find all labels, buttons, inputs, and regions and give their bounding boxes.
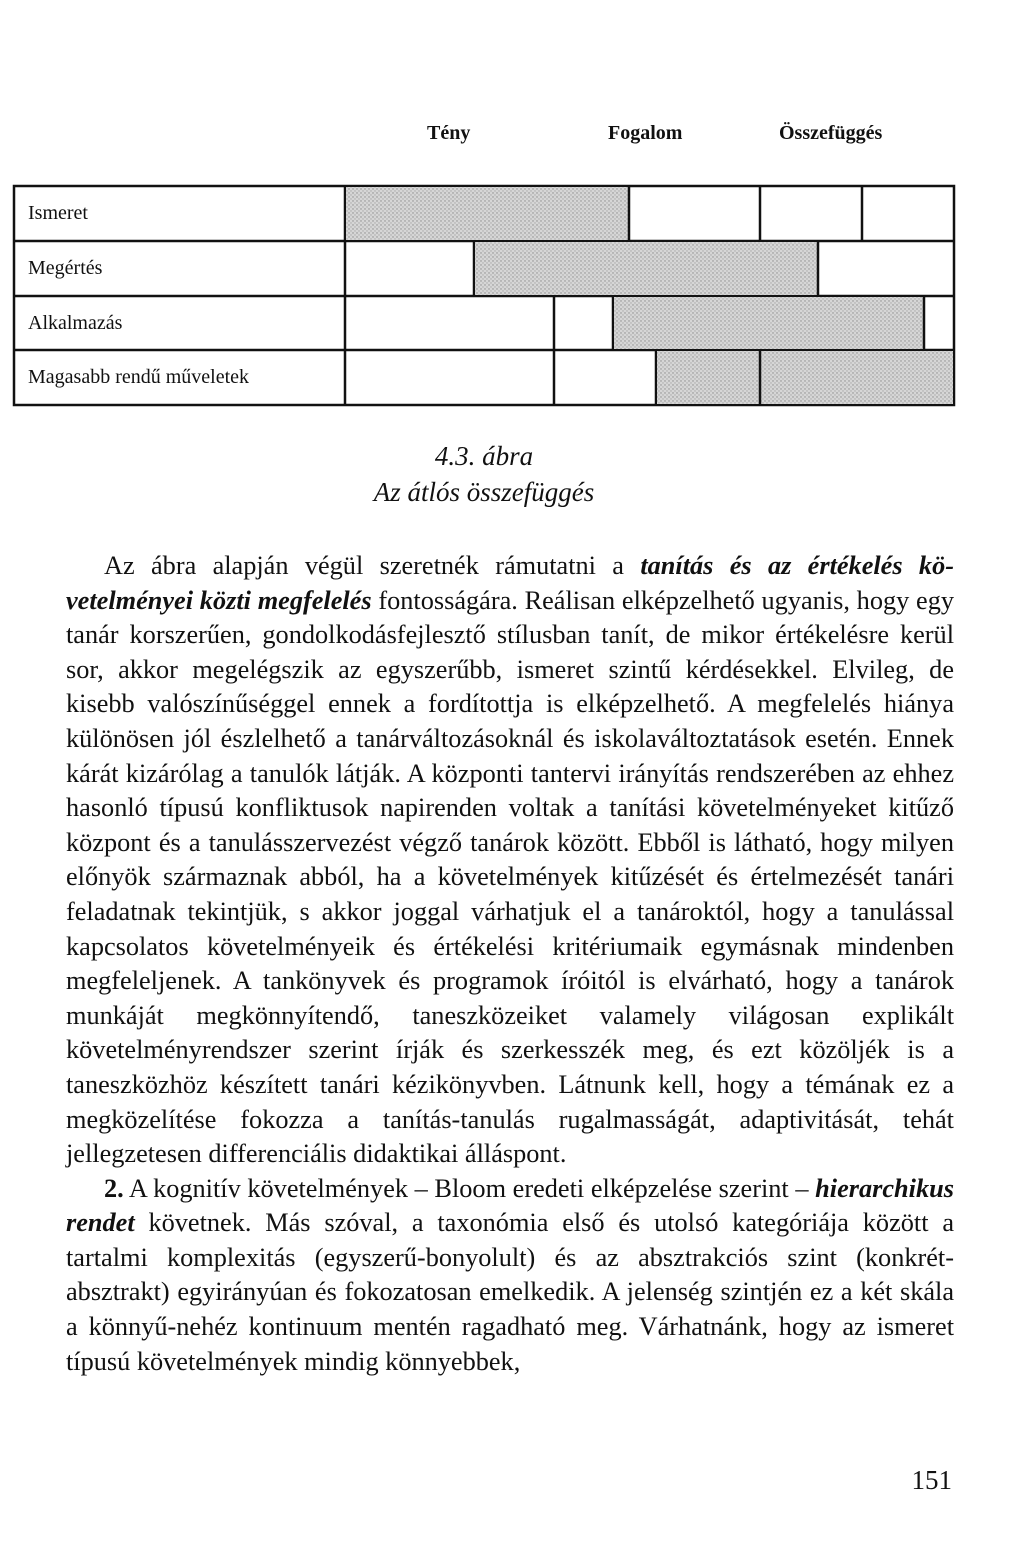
column-header-teny: Tény: [427, 122, 471, 144]
shaded-band-magasabb: [657, 351, 953, 404]
row-label-alkalmazas: Alkalmazás: [28, 312, 123, 334]
diagonal-relationship-grid: [0, 0, 1024, 420]
row-label-magasabb: Magasabb rendű műveletek: [28, 366, 250, 388]
row-label-megertes: Megértés: [28, 257, 103, 279]
row-label-ismeret: Ismeret: [28, 202, 88, 224]
p2-intro: A kognitív követelmények – Bloom eredeti elképzelése szerint –: [123, 1173, 816, 1203]
column-header-osszefugges: Összefüggés: [779, 122, 883, 144]
paragraph-1: [66, 549, 954, 1172]
page-number: 151: [911, 1465, 952, 1495]
p1-rest: fontosságára. Reálisan elképzelhető ugyanis, hogy egy tanár korszerűen, gondolkodásfejlesztő stílusban tanít, de mikor értékelésre kerül sor, akkor megelégszik az egyszerűbb, ismeret szintű kérdésekkel. Elvileg, de kisebb valószínűséggel ennek a fordítottja is elképzelhető. A megfelelés hiánya különösen jól észlelhető a tanárváltozásoknál és iskolaváltoztatások esetén. Ennek kárát kizárólag a tanulók látják. A központi tantervi irányítás rendszerében az ehhez hasonló típusú konfliktusok napirenden voltak a tanítási követelményeket kitűző központ és a tanulásszervezést végző tanárok között. Ebből is látható, hogy milyen előnyök származnak abból, ha a követelmények kitűzését és értelmezését tanári feladatnak tekintjük, s akkor joggal várhatjuk el a tanároktól, hogy a tanulással kapcsolatos követelményeik és értékelési kritériumaik egymásnak mindenben megfeleljenek. A tankönyvek és programok íróitól is elvárható, hogy a tanárok munkáját megkönnyítendő, taneszközeiket valamely világosan explikált követelményrendszer szerint írják és szerkesszék meg, és ezt közöljék is a taneszközhöz készített tanári kézikönyvben. Látnunk kell, hogy a témának ez a megközelítése fokozza a tanítás-tanulás rugalmasságát, adaptivitását, tehát jellegzetesen differenciális didaktikai álláspont.: [66, 585, 954, 1169]
p2-emphasis: hierarchikus rendet: [66, 1173, 954, 1238]
body-text: [66, 549, 954, 1379]
figure-caption-number: 4.3. ábra: [434, 441, 534, 471]
p2-rest: követnek. Más szóval, a taxonómia első és utolsó kategóriája között a tartalmi komplexitás (egyszerű-bonyolult) és az absztrakciós szint (konkrét-absztrakt) egyirányúan és fokozatosan emelkedik. A jelenség szintjén ez a két skála a könnyű-nehéz kontinuum mentén ragadható meg. Várhatnánk, hogy az ismeret típusú követelmények mindig könnyebbek,: [66, 1208, 954, 1376]
shaded-band-alkalmazas: [614, 297, 924, 349]
p1-emphasis: tanítás és az értékelés követelményei közti megfelelés: [66, 551, 954, 615]
shaded-band-megertes: [475, 242, 818, 295]
shaded-band-ismeret: [346, 187, 629, 240]
p1-intro: Az ábra alapján végül szeretnék rámutatni a: [104, 551, 641, 580]
figure-caption-title: Az átlós összefüggés: [373, 477, 595, 507]
paragraph-2: [66, 1172, 954, 1380]
column-header-fogalom: Fogalom: [608, 122, 683, 144]
p2-number: 2.: [104, 1173, 124, 1203]
